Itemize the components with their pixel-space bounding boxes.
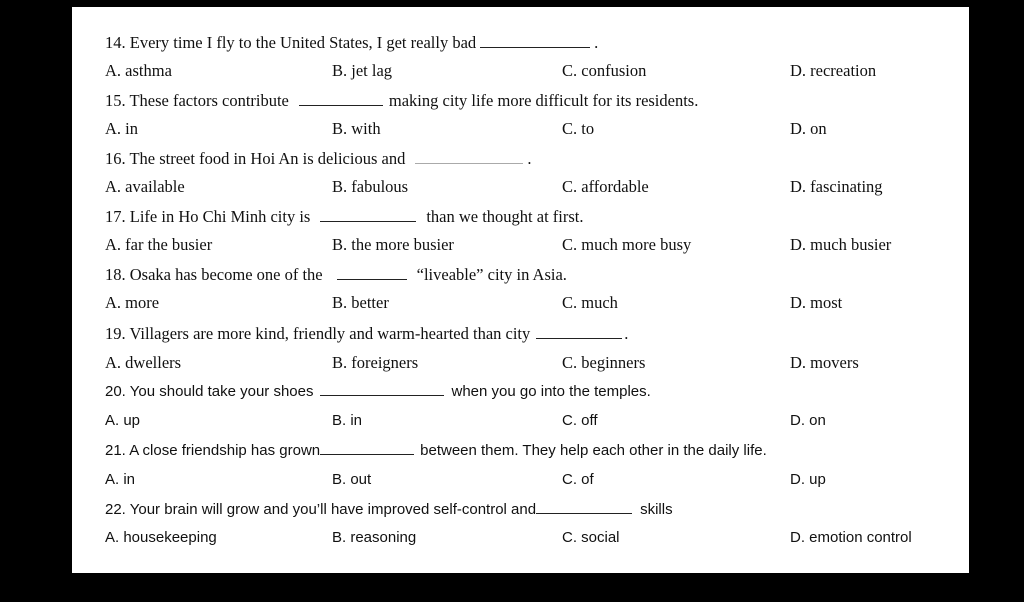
question-20 xyxy=(105,381,651,402)
option-a[interactable]: A. dwellers xyxy=(105,353,182,372)
question-14 xyxy=(105,33,598,53)
option-a[interactable]: A. asthma xyxy=(105,61,172,80)
question-text: 18. Osaka has become one of the xyxy=(105,265,323,284)
question-text: 21. A close friendship has grown xyxy=(105,442,321,459)
option-d[interactable]: D. emotion control xyxy=(790,529,912,546)
option-b[interactable]: B. reasoning xyxy=(332,529,417,546)
option-c[interactable]: C. to xyxy=(562,119,595,138)
question-text-end: “liveable” city in Asia. xyxy=(416,265,567,284)
question-text: 22. Your brain will grow and you’ll have improved self-control and xyxy=(105,501,537,518)
question-text-end: . xyxy=(624,324,629,343)
answer-blank xyxy=(320,440,414,455)
option-d[interactable]: D. on xyxy=(790,119,827,138)
answer-blank xyxy=(536,499,632,514)
answer-blank xyxy=(536,324,622,339)
question-text: 19. Villagers are more kind, friendly and warm-hearted than city xyxy=(105,324,531,343)
option-b[interactable]: B. jet lag xyxy=(332,61,393,80)
option-d[interactable]: D. movers xyxy=(790,353,859,372)
option-b[interactable]: B. the more busier xyxy=(332,235,454,254)
option-a[interactable]: A. in xyxy=(105,119,138,138)
option-d[interactable]: D. fascinating xyxy=(790,177,883,196)
question-text: 16. The street food in Hoi An is delicious and xyxy=(105,149,406,168)
option-b[interactable]: B. foreigners xyxy=(332,353,419,372)
question-text-end: when you go into the temples. xyxy=(451,383,651,400)
answer-blank xyxy=(299,91,383,106)
answer-blank xyxy=(337,265,407,280)
question-17 xyxy=(105,207,584,227)
question-text-end: . xyxy=(594,33,599,52)
question-19 xyxy=(105,324,628,344)
option-a[interactable]: A. far the busier xyxy=(105,235,213,254)
question-text-end: skills xyxy=(640,501,673,518)
option-b[interactable]: B. fabulous xyxy=(332,177,409,196)
question-text: 15. These factors contribute xyxy=(105,91,289,110)
option-c[interactable]: C. off xyxy=(562,412,598,429)
question-18 xyxy=(105,265,567,285)
option-a[interactable]: A. available xyxy=(105,177,185,196)
question-21 xyxy=(105,440,767,461)
answer-blank xyxy=(320,381,444,396)
option-d[interactable]: D. up xyxy=(790,471,826,488)
option-b[interactable]: B. with xyxy=(332,119,381,138)
option-a[interactable]: A. more xyxy=(105,293,160,312)
question-text-end: than we thought at first. xyxy=(426,207,584,226)
option-b[interactable]: B. better xyxy=(332,293,389,312)
option-a[interactable]: A. up xyxy=(105,412,141,429)
answer-blank xyxy=(480,33,590,48)
question-text: 17. Life in Ho Chi Minh city is xyxy=(105,207,311,226)
question-text-end: making city life more difficult for its residents. xyxy=(388,91,699,110)
option-d[interactable]: D. recreation xyxy=(790,61,877,80)
option-c[interactable]: C. social xyxy=(562,529,620,546)
answer-blank xyxy=(415,149,523,164)
option-c[interactable]: C. much xyxy=(562,293,618,312)
question-text: 20. You should take your shoes xyxy=(105,383,314,400)
answer-blank xyxy=(320,207,416,222)
option-d[interactable]: D. on xyxy=(790,412,826,429)
question-15 xyxy=(105,91,698,111)
option-a[interactable]: A. in xyxy=(105,471,136,488)
option-c[interactable]: C. confusion xyxy=(562,61,647,80)
question-text-end: . xyxy=(527,149,532,168)
question-text: 14. Every time I fly to the United States, I get really bad xyxy=(105,33,477,52)
option-b[interactable]: B. out xyxy=(332,471,372,488)
question-22 xyxy=(105,499,673,520)
option-d[interactable]: D. much busier xyxy=(790,235,892,254)
option-d[interactable]: D. most xyxy=(790,293,843,312)
option-c[interactable]: C. affordable xyxy=(562,177,649,196)
worksheet-page xyxy=(72,7,969,573)
option-b[interactable]: B. in xyxy=(332,412,363,429)
option-c[interactable]: C. of xyxy=(562,471,594,488)
option-c[interactable]: C. beginners xyxy=(562,353,646,372)
option-a[interactable]: A. housekeeping xyxy=(105,529,217,546)
question-text-end: between them. They help each other in the daily life. xyxy=(420,442,767,459)
question-16 xyxy=(105,149,531,169)
option-c[interactable]: C. much more busy xyxy=(562,235,692,254)
